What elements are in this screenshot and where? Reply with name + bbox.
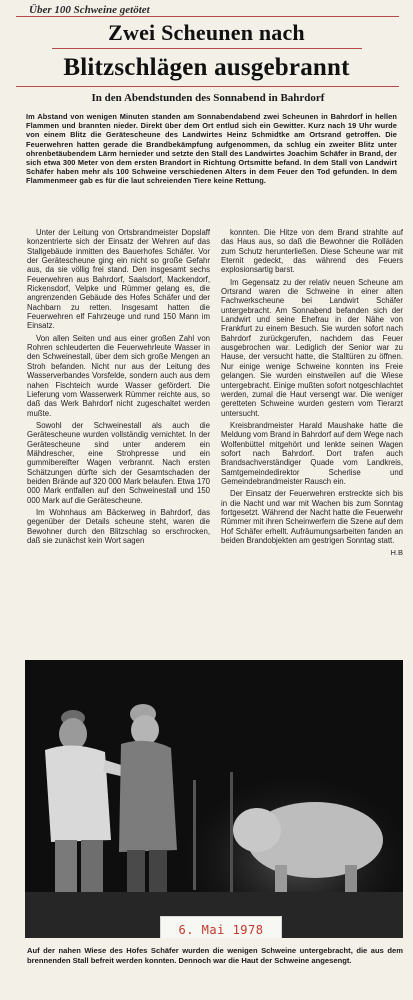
kicker: Über 100 Schweine getötet — [29, 4, 150, 16]
column-left-paragraph: Sowohl der Schweinestall als auch die Gerätescheune wurden vollständig vernichtet. In der Gerätescheune sind unter anderem ein Mähdrescher, eine Strohpresse und ein gummibereifter Wagen verbrannt. Nach ersten Schätzungen dürfte sich der Gesamtschaden der beiden Brände auf 320 000 Mark belaufen. Etwa 170 000 Mark entfallen auf den Schweinestall und 150 000 Mark auf die Gerätescheune. — [27, 420, 210, 505]
headline-line1: Zwei Scheunen nach — [108, 20, 305, 45]
photo-date-stamp: 6. Mai 1978 — [160, 916, 282, 938]
column-right-paragraph: Der Einsatz der Feuerwehren erstreckte sich bis in die Nacht und war mit Wachen bis zum Sonntag fortgesetzt. Während der Nacht hatte die Feuerwehr Rümmer mit ihren Scheinwerfern die Szene auf dem Hof Schäfer erhellt. Aufräumungsarbeiten fanden an beiden Brandobjekten am gestrigen Sonntag statt. — [221, 489, 403, 545]
news-photo — [25, 660, 403, 938]
lead-paragraph: Im Abstand von wenigen Minuten standen am Sonnabendabend zwei Scheunen in Bahrdorf in hellen Flammen und brannten nieder. Direkt über dem Ort entlud sich ein Gewitter. Kurz nach 19 Uhr wurde von einem Blitz die Gerätescheune des Landwirtes Heinz Schmidtke am Ortsrand getroffen. Die Feuerwehren hatten gerade die Brandbekämpfung aufgenommen, da schlug ein zweiter Blitz unter ohrenbetäubendem Lärm hernieder und setzte den Stall des Landwirtes Joachim Schäfer in Brand, der sich etwa 300 Meter von dem ersten Brandort in Richtung Ortsmitte befand. In dem Stall von Landwirt Schäfer haben mehr als 100 Schweine verschiedenen Alters in dem Feuer den Tod gefunden. In dem Flammenmeer gab es für die laut schreienden Tiere keine Rettung. — [26, 112, 397, 186]
column-left-paragraph: Unter der Leitung von Ortsbrandmeister Dopslaff konzentrierte sich der Einsatz der Wehren auf das Stallgebäude inmitten des Bauerhofes Schäfer. Vor der Gerätescheune ging ein nicht so große Gefahr aus, da sie völlig frei stand. Den insgesamt sechs Feuerwehren aus Bahrdorf, Saalsdorf, Mackendorf, Rickensdorf, Velpke und Rümmer gelang es, die angrenzenden Gebäude des Hofes Schäfer und der Nachbarn zu retten. Insgesamt hatten die Feuerwehren elf Fahrzeuge und rund 150 Mann im Einsatz. — [27, 228, 210, 331]
photo-scene-illustration — [25, 660, 403, 938]
bottom-rule — [16, 86, 399, 87]
top-rule — [16, 16, 399, 17]
column-right-paragraph: Im Gegensatz zu der relativ neuen Scheune am Ortsrand waren die Schweine in einer alten Fachwerkscheune bei Landwirt Schäfer untergebracht. Am Sonnabend befanden sich der Landwirt und seine Ehefrau in der Nähe von Frankfurt zu einem Besuch. Sie wurden sofort nach Bahrdorf zurückgerufen, nachdem das Feuer ausgebrochen war. Lediglich der Senior war zu Hause, der versucht hatte, die Stalltüren zu öffnen. Nur einige wenige Schweine konnten ins Freie gelangen. Sie wurden einstweilen auf die Wiese untergebracht. Einige mußten sofort notgeschlachtet werden, zumal die Haut versengt war. Die weniger geretteten Schweine wurden gestern vom Tierarzt untersucht. — [221, 277, 403, 418]
column-left-paragraph: Im Wohnhaus am Bäckerweg in Bahrdorf, das gegenüber der Details scheune steht, waren die Bewohner durch den Blitzschlag so erschrocken, daß sie zunächst kein Wort sagen — [27, 507, 210, 545]
column-left-paragraph: Von allen Seiten und aus einer großen Zahl von Rohren schleuderten die Feuerwehrleute Wasser in den Schweinestall, über dem sich große Mengen an Stroh befanden. Nicht nur aus der Leitung des Wasserverbandes Vorsfelde, sondern auch aus dem nahen Fischteich wurde Wasser gefördert. Die Lieferung vom Wasserwerk Rümmer reichte aus, so daß das Werk Bahrdorf nicht zugeschaltet werden mußte. — [27, 333, 210, 418]
column-left — [27, 228, 210, 653]
column-right-paragraph: Kreisbrandmeister Harald Maushake hatte die Meldung vom Brand in Bahrdorf auf dem Wege nach Wolfenbüttel mitgehört und lenkte seinen Wagen sofort nach Bahrdorf. Dort trafen auch Brandsachverständiger Quade vom Landkreis, Samtgemeindedirektor Scherlise und Gemeindebrandmeister Rausch ein. — [221, 420, 403, 486]
middle-rule — [52, 48, 362, 49]
column-right-paragraph: konnten. Die Hitze von dem Brand strahlte auf das Haus aus, so daß die Bewohner die Rolläden zum Schutz herunterließen. Diese Scheune war mit Eternit gedeckt, das während des Feuers explosionsartig barst. — [221, 228, 403, 275]
subheadline: In den Abendstunden des Sonnabend in Bahrdorf — [91, 92, 325, 104]
photo-caption: Auf der nahen Wiese des Hofes Schäfer wurden die wenigen Schweine untergebracht, die aus dem brennenden Stall befreit werden konnten. Dennoch war die Haut der Schweine angesengt. — [27, 946, 403, 965]
headline-line2: Blitzschlägen ausgebrannt — [63, 54, 350, 81]
author-initials: H.B — [390, 548, 403, 558]
column-right — [221, 228, 403, 653]
